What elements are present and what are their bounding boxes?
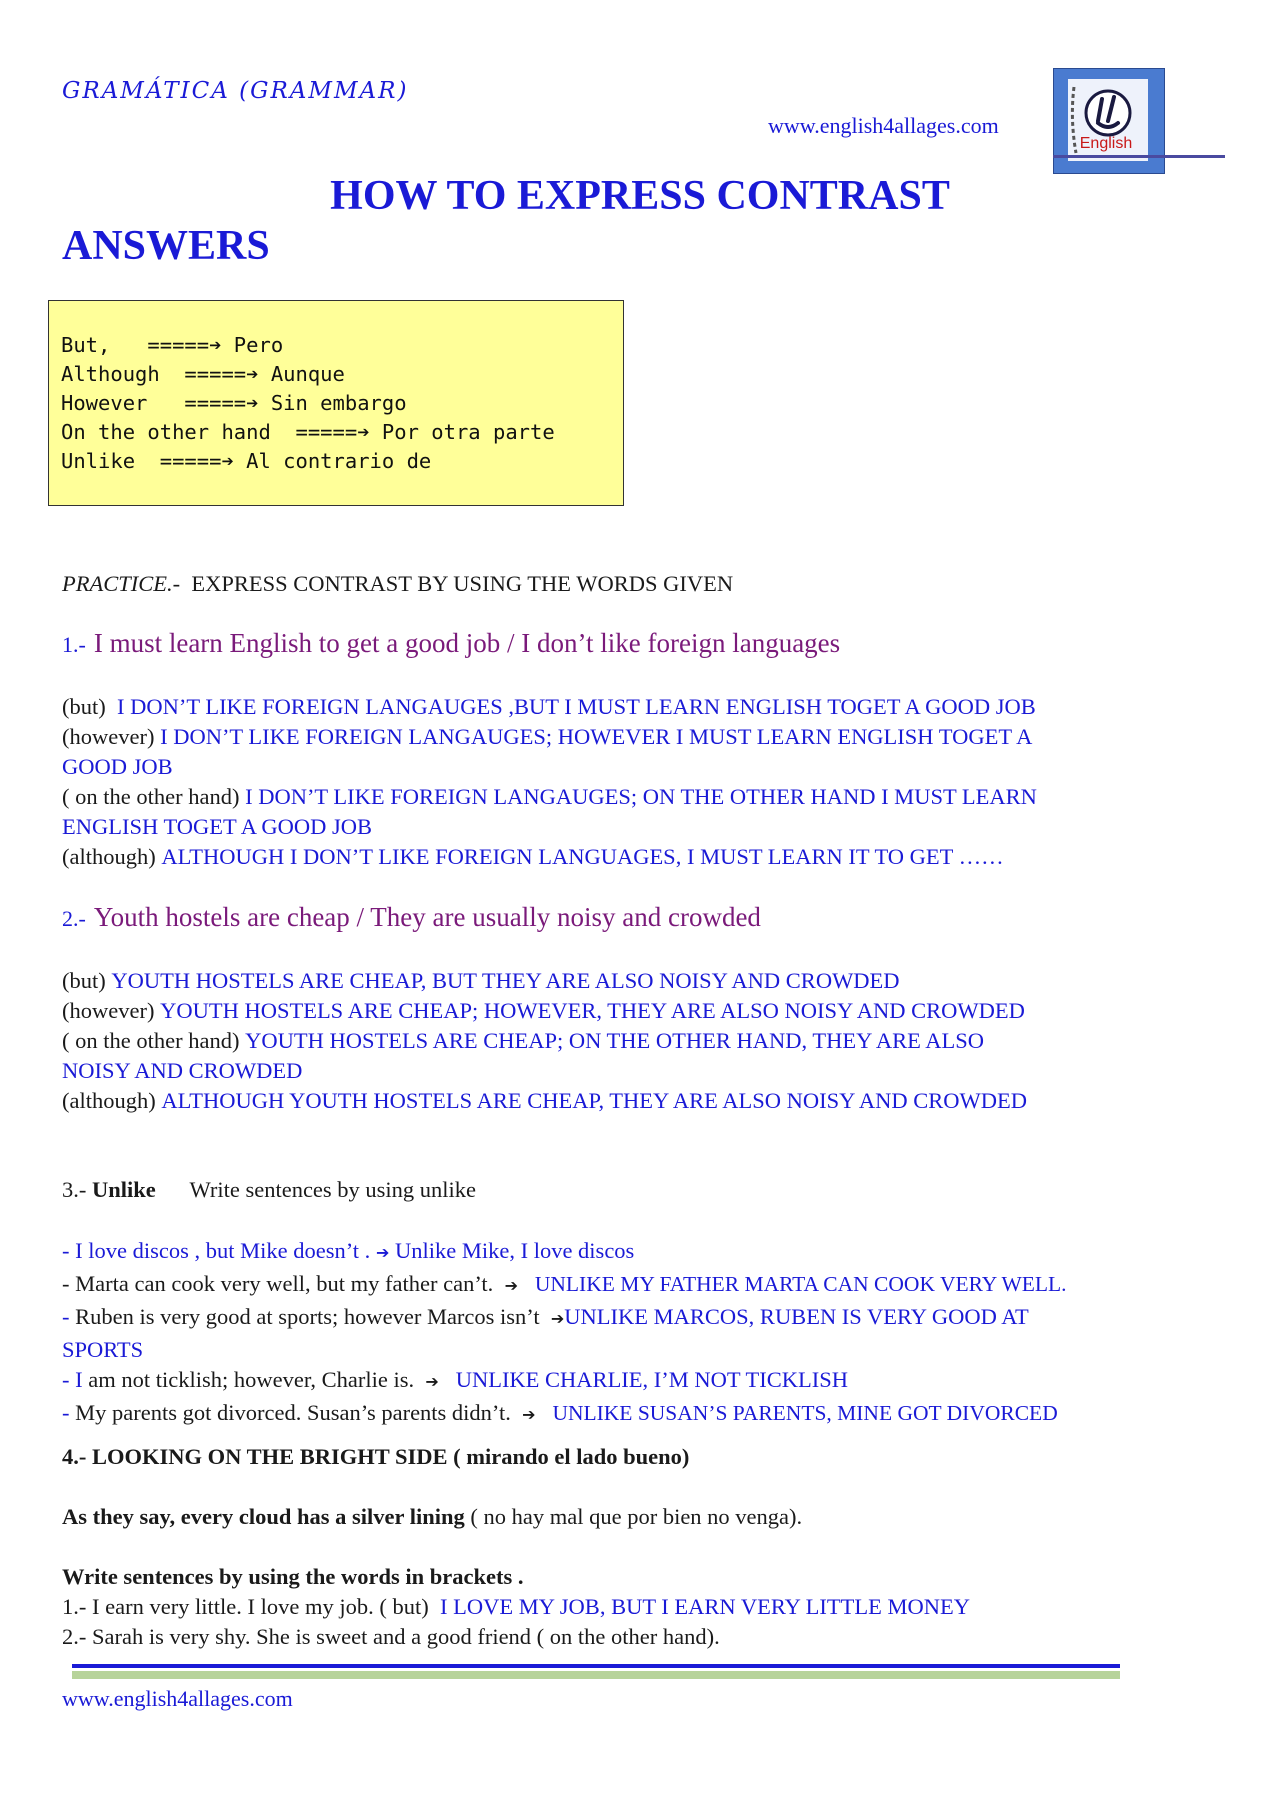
vocab-line: Although =====➔ Aunque — [61, 362, 345, 386]
answer-tag: ( on the other hand) — [62, 784, 240, 809]
vocab-line: On the other hand =====➔ Por otra parte — [61, 420, 555, 444]
practice-label: PRACTICE.- — [62, 571, 181, 596]
unlike-item — [62, 1365, 1232, 1398]
question-instruction: Write sentences by using unlike — [189, 1177, 477, 1202]
item-answer: UNLIKE CHARLIE, I’M NOT TICKLISH — [455, 1367, 848, 1392]
item-dash: - — [62, 1238, 76, 1263]
answer-line — [62, 692, 1232, 722]
answer-line — [62, 842, 1232, 872]
item-prompt: Marta can cook very well, but my father can’t. — [75, 1271, 494, 1296]
arrow-icon: ➔ — [550, 1311, 565, 1328]
question-number: 3.- — [62, 1177, 87, 1202]
answer-line — [62, 996, 1232, 1026]
answer-text: YOUTH HOSTELS ARE CHEAP, BUT THEY ARE ALSO NOISY AND CROWDED — [111, 968, 900, 993]
practice-text: EXPRESS CONTRAST BY USING THE WORDS GIVEN — [191, 571, 734, 596]
answer-tag: (although) — [62, 1088, 156, 1113]
answer-continuation: GOOD JOB — [62, 754, 173, 779]
arrow-icon: ➔ — [375, 1245, 390, 1262]
answer-tag: (however) — [62, 998, 155, 1023]
logo-text: English — [1079, 135, 1133, 152]
answer-tag: (but) — [62, 694, 106, 719]
arrow-icon: ➔ — [522, 1407, 536, 1424]
header-website[interactable]: www.english4allages.com — [768, 113, 999, 138]
answer-tag: (but) — [62, 968, 106, 993]
item-answer: Unlike Mike, I love discos — [394, 1238, 635, 1263]
question-1-answers — [62, 692, 1232, 872]
footer-divider — [72, 1664, 1120, 1668]
answer-line — [62, 1026, 1232, 1056]
saying-translation: ( no hay mal que por bien no venga). — [464, 1504, 803, 1529]
vocab-line: However =====➔ Sin embargo — [61, 391, 407, 415]
answer-line — [62, 722, 1232, 752]
arrow-icon: ➔ — [504, 1278, 518, 1295]
item-prompt: My parents got divorced. Susan’s parents didn’t. — [75, 1400, 511, 1425]
item-dash: - — [62, 1367, 76, 1392]
question-1-prompt — [62, 628, 840, 659]
item-prompt: 1.- I earn very little. I love my job. ( but) — [62, 1594, 429, 1619]
unlike-item — [62, 1269, 1232, 1302]
unlike-item — [62, 1302, 1232, 1335]
item-dash: - — [62, 1271, 76, 1296]
item-prompt: am not ticklish; however, Charlie is. — [82, 1367, 415, 1392]
question-2-answers — [62, 966, 1232, 1116]
answer-text: I DON’T LIKE FOREIGN LANGAUGES ,BUT I MUST LEARN ENGLISH TOGET A GOOD JOB — [117, 694, 1036, 719]
practice-instruction — [62, 569, 733, 599]
unlike-item — [62, 1398, 1232, 1431]
item-answer: UNLIKE MY FATHER MARTA CAN COOK VERY WELL. — [534, 1272, 1067, 1296]
question-4-instruction: Write sentences by using the words in brackets . — [62, 1564, 524, 1589]
vocab-line: Unlike =====➔ Al contrario de — [61, 449, 432, 473]
question-2-prompt — [62, 902, 761, 933]
item-prompt: Ruben is very good at sports; however Marcos isn’t — [75, 1304, 540, 1329]
vocabulary-box — [48, 300, 624, 506]
answer-line — [62, 966, 1232, 996]
item-answer: UNLIKE SUSAN’S PARENTS, MINE GOT DIVORCED — [552, 1401, 1058, 1425]
page-subtitle: ANSWERS — [62, 223, 270, 269]
answer-line — [62, 1086, 1232, 1116]
item-answer: UNLIKE MARCOS, RUBEN IS VERY GOOD AT — [564, 1304, 1029, 1329]
question-number: 2.- — [62, 906, 86, 931]
page-title: HOW TO EXPRESS CONTRAST — [330, 173, 950, 219]
answer-continuation: ENGLISH TOGET A GOOD JOB — [62, 814, 373, 839]
logo-panel — [1068, 79, 1148, 161]
vocab-line: But, =====➔ Pero — [61, 333, 284, 357]
arrow-icon: ➔ — [425, 1374, 439, 1391]
question-3-heading — [62, 1175, 476, 1205]
answer-text: ALTHOUGH YOUTH HOSTELS ARE CHEAP, THEY ARE ALSO NOISY AND CROWDED — [161, 1088, 1028, 1113]
question-4-heading: 4.- LOOKING ON THE BRIGHT SIDE ( mirando el lado bueno) — [62, 1444, 690, 1469]
answer-line — [62, 782, 1232, 812]
question-text: Youth hostels are cheap / They are usually noisy and crowded — [93, 902, 761, 932]
item-prompt: I love discos , but Mike doesn’t . — [75, 1238, 371, 1263]
item-dash: - — [62, 1304, 76, 1329]
answer-text: I DON’T LIKE FOREIGN LANGAUGES; ON THE OTHER HAND I MUST LEARN — [245, 784, 1037, 809]
question-number: 1.- — [62, 632, 86, 657]
item-prompt: 2.- Sarah is very shy. She is sweet and a good friend ( on the other hand). — [62, 1624, 720, 1649]
english-logo — [1053, 68, 1165, 174]
item-answer: I LOVE MY JOB, BUT I EARN VERY LITTLE MONEY — [440, 1594, 971, 1619]
question-4-items — [62, 1562, 1232, 1652]
item-prefix: I — [75, 1367, 83, 1392]
footer-website[interactable]: www.english4allages.com — [62, 1686, 293, 1711]
bright-side-item — [62, 1592, 1232, 1622]
question-keyword: Unlike — [92, 1177, 156, 1202]
question-3-items — [62, 1236, 1232, 1431]
item-dash: - — [62, 1400, 76, 1425]
bright-side-item — [62, 1622, 1232, 1652]
answer-text: YOUTH HOSTELS ARE CHEAP; ON THE OTHER HAND, THEY ARE ALSO — [245, 1028, 985, 1053]
answer-text: I DON’T LIKE FOREIGN LANGAUGES; HOWEVER I MUST LEARN ENGLISH TOGET A — [160, 724, 1033, 749]
answer-tag: ( on the other hand) — [62, 1028, 240, 1053]
unlike-item — [62, 1236, 1232, 1269]
saying-bold: As they say, every cloud has a silver lining — [62, 1504, 465, 1529]
answer-text: YOUTH HOSTELS ARE CHEAP; HOWEVER, THEY ARE ALSO NOISY AND CROWDED — [160, 998, 1025, 1023]
question-text: I must learn English to get a good job / I don’t like foreign languages — [93, 628, 841, 658]
answer-text: ALTHOUGH I DON’T LIKE FOREIGN LANGUAGES, I MUST LEARN IT TO GET …… — [161, 844, 1004, 869]
answer-tag: (although) — [62, 844, 156, 869]
question-4-saying — [62, 1502, 802, 1532]
category-label: GRAMÁTICA (GRAMMAR) — [62, 78, 409, 104]
answer-tag: (however) — [62, 724, 155, 749]
item-continuation: SPORTS — [62, 1337, 144, 1362]
header-divider — [1053, 155, 1225, 158]
footer-band — [72, 1671, 1120, 1679]
answer-continuation: NOISY AND CROWDED — [62, 1058, 303, 1083]
